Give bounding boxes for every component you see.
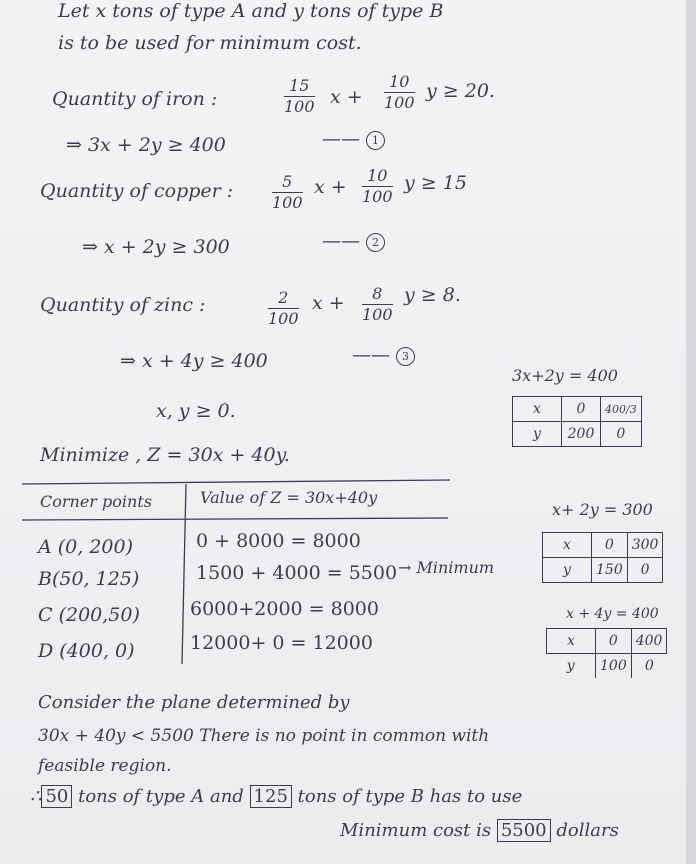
copper-simplified: ⇒ x + 2y ≥ 300: [82, 236, 230, 258]
table-cell: 0: [592, 533, 628, 558]
table-cell: 0: [627, 558, 663, 583]
copper-frac1-num: 5: [272, 172, 303, 193]
conclusion-line-1: Consider the plane determined by: [38, 692, 350, 713]
zinc-frac2-num: 8: [362, 284, 393, 305]
iron-frac2-den: 100: [384, 93, 415, 112]
zinc-frac1-den: 100: [268, 309, 299, 328]
answer-box-type-b: 125: [250, 785, 292, 808]
table-cell: 0: [601, 422, 642, 447]
corner-point-c: C (200,50): [38, 604, 140, 626]
zinc-frac2-den: 100: [362, 305, 393, 324]
table-cell: y: [543, 558, 592, 583]
table-cell: 0: [562, 397, 601, 422]
equation-tag-1: 1: [366, 131, 385, 150]
intro-line-1: Let x tons of type A and y tons of type B: [58, 0, 444, 22]
copper-var-1: x +: [314, 176, 347, 198]
minimum-note: → Minimum: [398, 558, 495, 577]
table-cell: 200: [562, 422, 601, 447]
conclusion-line-2: 30x + 40y < 5500 There is no point in common with: [38, 726, 490, 746]
corner-header-value: Value of Z = 30x+40y: [200, 488, 378, 507]
table-cell: 100: [596, 654, 632, 679]
table-cell: x: [547, 629, 596, 654]
objective-function: Minimize , Z = 30x + 40y.: [40, 444, 290, 466]
copper-frac2-den: 100: [362, 187, 393, 206]
iron-var-1: x +: [330, 86, 363, 108]
table-cell: x: [513, 397, 562, 422]
iron-simplified: ⇒ 3x + 2y ≥ 400: [66, 134, 226, 156]
corner-point-a: A (0, 200): [38, 536, 134, 558]
corner-table-divider: [182, 484, 186, 664]
therefore-symbol: ∴: [30, 786, 42, 807]
equation-tag-2: 2: [366, 233, 385, 252]
conclusion-line-4-post: tons of type B has to use: [297, 786, 523, 807]
zinc-tag: —— 3: [352, 344, 415, 366]
copper-tag: —— 2: [322, 230, 385, 252]
copper-frac2-num: 10: [362, 166, 393, 187]
zinc-var-1: x +: [312, 292, 345, 314]
corner-point-d: D (400, 0): [38, 640, 135, 662]
cost-unit: dollars: [556, 820, 619, 841]
table-cell: 0: [631, 654, 667, 679]
answer-box-type-a: 50: [41, 785, 72, 808]
intro-line-2: is to be used for minimum cost.: [58, 32, 362, 54]
answer-box-cost: 5500: [497, 819, 551, 842]
page-edge: [686, 0, 696, 864]
table2-title: x+ 2y = 300: [552, 500, 653, 519]
zinc-simplified: ⇒ x + 4y ≥ 400: [120, 350, 268, 372]
copper-label: Quantity of copper :: [40, 180, 234, 202]
table-cell: x: [543, 533, 592, 558]
corner-value-d: 12000+ 0 = 12000: [190, 632, 373, 654]
corner-value-b: 1500 + 4000 = 5500: [196, 562, 398, 584]
non-negativity: x, y ≥ 0.: [156, 400, 236, 422]
table-cell: y: [547, 654, 596, 679]
iron-label: Quantity of iron :: [52, 88, 218, 110]
iron-frac1-num: 15: [284, 76, 315, 97]
corner-value-a: 0 + 8000 = 8000: [196, 530, 361, 552]
conclusion-line-3: feasible region.: [38, 756, 172, 776]
corner-table-header-rule: [22, 518, 448, 520]
equation-tag-3: 3: [396, 347, 415, 366]
minimum-cost-label: Minimum cost is: [340, 820, 492, 841]
iron-frac1-den: 100: [284, 97, 315, 116]
table1-title: 3x+2y = 400: [512, 366, 618, 385]
corner-value-c: 6000+2000 = 8000: [190, 598, 379, 620]
zinc-frac1-num: 2: [268, 288, 299, 309]
table-cell: 400: [631, 629, 667, 654]
conclusion-line-4-mid: tons of type A and: [78, 786, 244, 807]
table-cell: 150: [592, 558, 628, 583]
copper-frac1-den: 100: [272, 193, 303, 212]
table-cell: 400/3: [601, 397, 642, 422]
iron-tag: —— 1: [322, 128, 385, 150]
corner-header-points: Corner points: [40, 492, 152, 511]
corner-table-top-rule: [22, 480, 450, 484]
table3-title: x + 4y = 400: [566, 606, 659, 622]
corner-point-b: B(50, 125): [38, 568, 140, 590]
table-cell: 300: [627, 533, 663, 558]
zinc-var-2: y ≥ 8.: [404, 284, 461, 306]
copper-var-2: y ≥ 15: [404, 172, 467, 194]
table-cell: y: [513, 422, 562, 447]
table-cell: 0: [596, 629, 632, 654]
iron-frac2-num: 10: [384, 72, 415, 93]
iron-var-2: y ≥ 20.: [426, 80, 495, 102]
zinc-label: Quantity of zinc :: [40, 294, 206, 316]
